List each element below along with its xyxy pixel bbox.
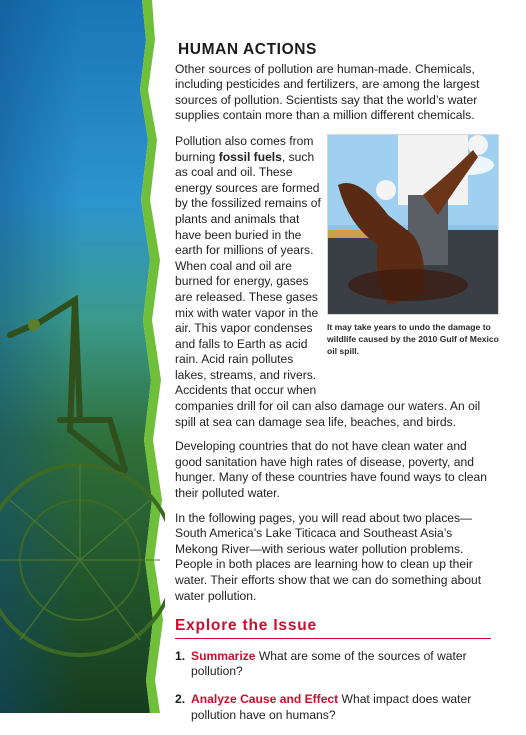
heading-rule <box>175 638 491 639</box>
fossil-fuels-text-start: Pollution also comes from burning <box>175 133 314 164</box>
paragraph-chemicals: Other sources of pollution are human-made. Chemicals, including pesticides and fertilizers, are among the largest sources of pollution. Scientists say that the world’s water supplies contain more than a million different chemicals. <box>175 61 480 123</box>
oil-spill-bird-photo <box>327 134 499 315</box>
photo-figure <box>327 134 499 358</box>
fossil-fuels-term: fossil fuels <box>218 149 282 164</box>
photo-caption: It may take years to undo the damage to wildlife caused by the 2010 Gulf of Mexico oil spill. <box>327 321 499 357</box>
question-body <box>191 649 493 680</box>
section-heading: HUMAN ACTIONS <box>178 41 317 58</box>
paragraph-developing-countries: Developing countries that do not have clean water and good sanitation have high rates of disease, poverty, and hunger. Many of these countries have found ways to clean their polluted water. <box>175 439 487 501</box>
decorative-bicycle-photo <box>0 0 165 713</box>
question-term: Analyze Cause and Effect <box>191 691 339 706</box>
question-text: What are some of the sources of water pollution? <box>191 648 467 679</box>
question-number: 1. <box>175 648 186 663</box>
question-number: 2. <box>175 691 186 706</box>
paragraph-fossil-fuels <box>175 134 325 399</box>
question-item <box>175 692 493 723</box>
question-text: What impact does water pollution have on humans? <box>191 691 472 722</box>
explore-heading: Explore the Issue <box>175 617 317 635</box>
question-item <box>175 649 493 680</box>
question-term: Summarize <box>191 648 256 663</box>
article-column <box>175 41 499 735</box>
fossil-fuels-text-mid: , such as coal and oil. These energy sources are formed by the fossilized remains of plants and animals that have been buried in the earth for millions of years. When coal and oil are burned for energy, gases are released. These gases mix with water vapor in the air. This vapor condenses and falls to Earth as acid rain. Acid rain pollutes lakes, streams, and rivers. Accidents that occur when <box>175 149 321 398</box>
question-body <box>191 692 493 723</box>
paragraph-following-pages: In the following pages, you will read about two places—South America’s Lake Titicaca and Southeast Asia’s Mekong River—with serious water pollution problems. People in both places are learning how to clean up their water. Their efforts show that we can do something about water pollution. <box>175 510 482 603</box>
fossil-fuels-block <box>175 133 499 399</box>
paragraph-oil-spill: companies drill for oil can also damage our waters. An oil spill at sea can damage sea life, beaches, and birds. <box>175 399 481 429</box>
